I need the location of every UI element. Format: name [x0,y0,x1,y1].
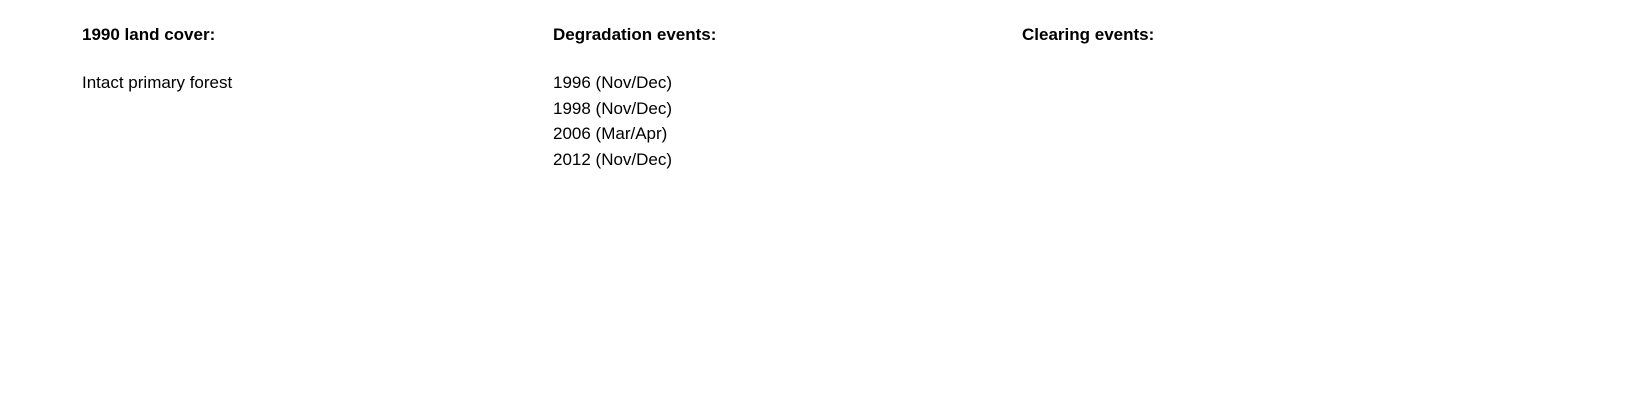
degradation-events-entry-list [553,70,993,172]
list-item: 2006 (Mar/Apr) [553,124,668,143]
degradation-events-column [553,24,993,172]
list-item: 1998 (Nov/Dec) [553,98,673,118]
clearing-events-column [1022,24,1462,70]
list-item: 1996 (Nov/Dec) [553,73,673,92]
list-item: Intact primary forest [82,73,233,92]
land-cover-heading: 1990 land cover: [82,25,216,44]
list-item: 2012 (Nov/Dec) [553,149,673,169]
clearing-events-heading: Clearing events: [1022,25,1155,44]
land-cover-entry-list [82,70,522,96]
degradation-events-heading: Degradation events: [553,25,717,44]
land-cover-column [82,24,522,96]
